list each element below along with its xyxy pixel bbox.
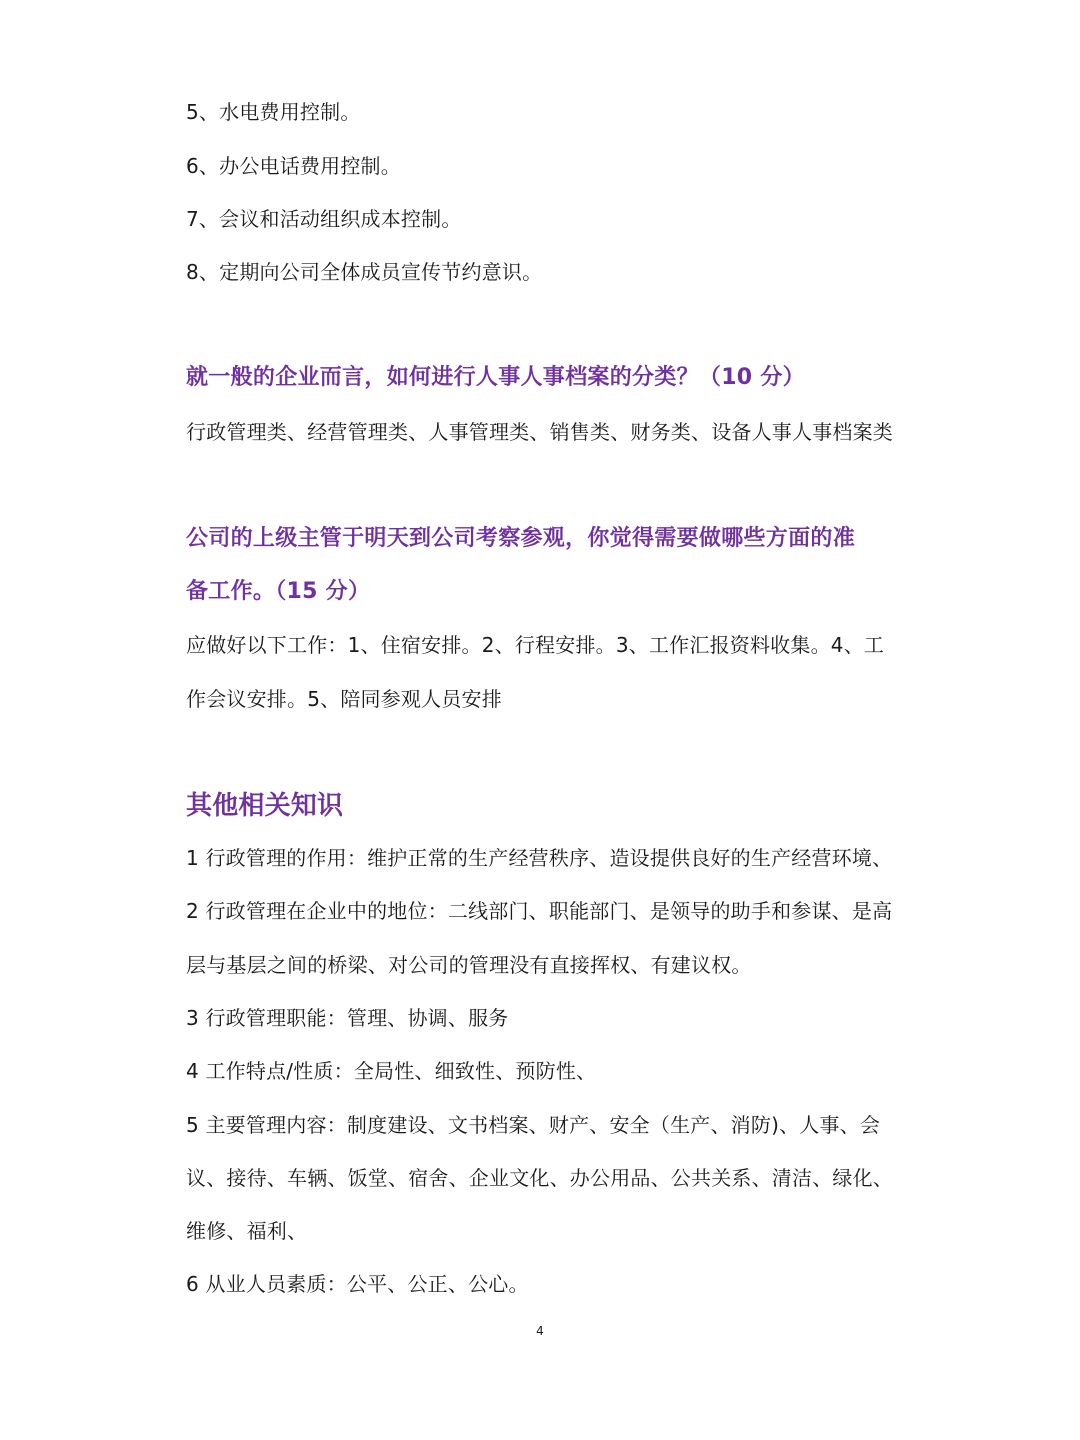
question-1-title: 就一般的企业而言，如何进行人事人事档案的分类？（10 分） <box>186 365 805 390</box>
question-1-answer: 行政管理类、经营管理类、人事管理类、销售类、财务类、设备人事人事档案类 <box>186 420 893 444</box>
list-item: 8、定期向公司全体成员宣传节约意识。 <box>186 260 543 284</box>
knowledge-line: 3 行政管理职能：管理、协调、服务 <box>186 1006 509 1030</box>
knowledge-line: 议、接待、车辆、饭堂、宿舍、企业文化、办公用品、公共关系、清洁、绿化、 <box>186 1166 893 1190</box>
list-item: 7、会议和活动组织成本控制。 <box>186 207 462 231</box>
knowledge-line: 6 从业人员素质：公平、公正、公心。 <box>186 1272 529 1296</box>
knowledge-line: 层与基层之间的桥梁、对公司的管理没有直接挥权、有建议权。 <box>186 953 752 977</box>
knowledge-line: 1 行政管理的作用：维护正常的生产经营秩序、造设提供良好的生产经营环境、 <box>186 846 893 870</box>
knowledge-line: 4 工作特点/性质：全局性、细致性、预防性、 <box>186 1059 597 1083</box>
question-2-title: 备工作。（15 分） <box>186 579 371 604</box>
list-item: 6、办公电话费用控制。 <box>186 154 401 178</box>
question-2-answer: 作会议安排。5、陪同参观人员安排 <box>186 687 502 711</box>
question-2-answer: 应做好以下工作：1、住宿安排。2、行程安排。3、工作汇报资料收集。4、工 <box>186 633 885 657</box>
page-number: 4 <box>536 1324 544 1338</box>
knowledge-line: 维修、福利、 <box>186 1219 308 1243</box>
section-heading: 其他相关知识 <box>186 791 344 821</box>
knowledge-line: 5 主要管理内容：制度建设、文书档案、财产、安全（生产、消防)、人事、会 <box>186 1113 881 1137</box>
question-2-title: 公司的上级主管于明天到公司考察参观，你觉得需要做哪些方面的准 <box>186 526 856 551</box>
knowledge-line: 2 行政管理在企业中的地位：二线部门、职能部门、是领导的助手和参谋、是高 <box>186 899 893 923</box>
list-item: 5、水电费用控制。 <box>186 100 361 124</box>
